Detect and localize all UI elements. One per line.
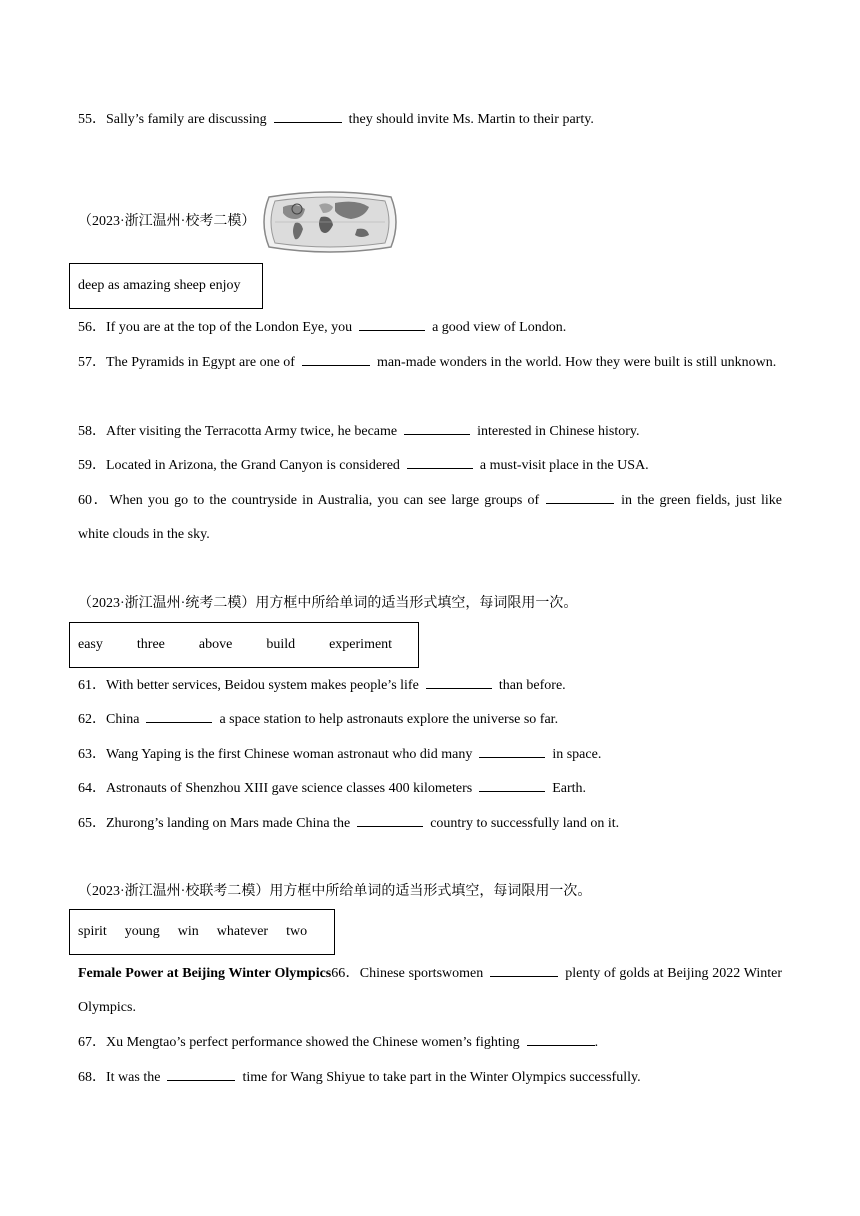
question-58: 58．After visiting the Terracotta Army twice, he became interested in Chinese history. [78, 424, 640, 439]
word-item: three [136, 637, 165, 652]
word-item: two [286, 924, 308, 939]
question-number: 55． [78, 112, 106, 127]
answer-blank[interactable] [407, 456, 473, 469]
world-map-icon [261, 189, 399, 255]
word-item: above [198, 637, 233, 652]
section-heading-2: （2023·浙江温州·统考二模）用方框中所给单词的适当形式填空，每词限用一次。 [78, 596, 578, 611]
question-63: 63．Wang Yaping is the first Chinese woman astronaut who did many in space. [78, 747, 602, 762]
answer-blank[interactable] [404, 422, 470, 435]
word-item: easy [78, 637, 103, 652]
word-item: spirit [78, 924, 107, 939]
section-header-1 [78, 192, 782, 252]
question-68: 68．It was the time for Wang Shiyue to take part in the Winter Olympics successfully. [78, 1070, 641, 1085]
answer-blank[interactable] [274, 110, 342, 123]
answer-blank[interactable] [479, 745, 545, 758]
word-box-1 [69, 263, 263, 309]
answer-blank[interactable] [359, 318, 425, 331]
word-item: whatever [216, 924, 269, 939]
question-65: 65．Zhurong’s landing on Mars made China the country to successfully land on it. [78, 816, 620, 831]
question-56: 56．If you are at the top of the London Eye, you a good view of London. [78, 320, 567, 335]
answer-blank[interactable] [357, 814, 423, 827]
question-59: 59．Located in Arizona, the Grand Canyon is considered a must-visit place in the USA. [78, 458, 649, 473]
answer-blank[interactable] [167, 1068, 235, 1081]
question-60: 60．When you go to the countryside in Australia, you can see large groups of in the green fields, just like white clouds in the sky. [78, 493, 782, 542]
answer-blank[interactable] [146, 710, 212, 723]
word-list: deep as amazing sheep enjoy [78, 278, 241, 293]
word-item: experiment [329, 637, 393, 652]
answer-blank[interactable] [527, 1033, 595, 1046]
question-62: 62．China a space station to help astronauts explore the universe so far. [78, 712, 559, 727]
question-64: 64．Astronauts of Shenzhou XIII gave science classes 400 kilometers Earth. [78, 781, 587, 796]
question-61: 61．With better services, Beidou system makes people’s life than before. [78, 678, 566, 693]
question-57: 57．The Pyramids in Egypt are one of man-made wonders in the world. How they were built is still unknown. [78, 355, 777, 370]
section-heading-3: （2023·浙江温州·校联考二模）用方框中所给单词的适当形式填空，每词限用一次。 [78, 884, 592, 899]
section-source: （2023·浙江温州·校考二模） [78, 214, 256, 229]
answer-blank[interactable] [479, 779, 545, 792]
question-66: Female Power at Beijing Winter Olympics66．Chinese sportswomen plenty of golds at Beijing 2022 Winter Olympics. [78, 966, 783, 1015]
question-67: 67．Xu Mengtao’s perfect performance showed the Chinese women’s fighting . [78, 1035, 599, 1050]
answer-blank[interactable] [490, 964, 558, 977]
word-item: young [124, 924, 160, 939]
question-55: 55．Sally’s family are discussing they should invite Ms. Martin to their party. [78, 112, 594, 127]
answer-blank[interactable] [426, 676, 492, 689]
word-item: win [177, 924, 199, 939]
answer-blank[interactable] [546, 491, 614, 504]
word-item: build [266, 637, 296, 652]
passage-title: Female Power at Beijing Winter Olympics [78, 966, 332, 981]
word-box-3 [69, 909, 335, 955]
word-box-2 [69, 622, 419, 668]
answer-blank[interactable] [302, 353, 370, 366]
